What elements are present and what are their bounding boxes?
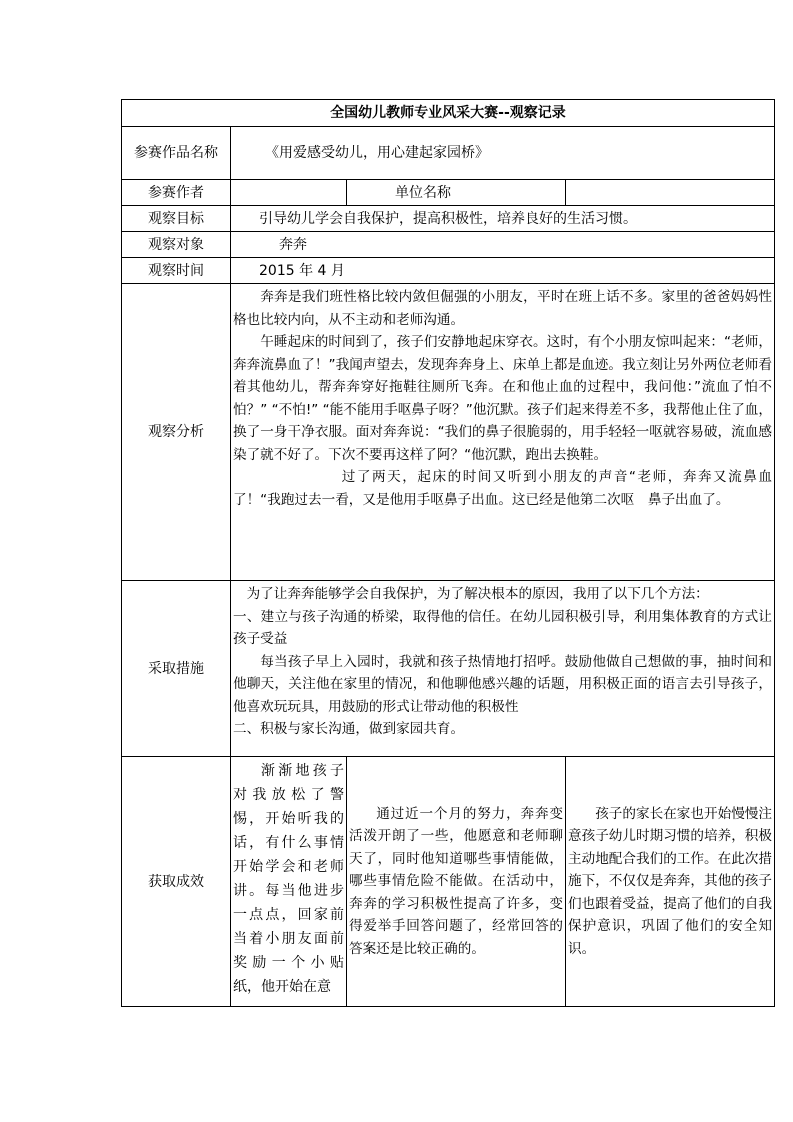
target-value: 奔奔 (231, 232, 775, 258)
results-text-1: 渐渐地孩子对我放松了警惕，开始听我的话，有什么事情开始学会和老师讲。每当他进步一点点，回家前当着小朋友面前奖励一个小贴纸，他开始在意 (233, 763, 344, 995)
analysis-paragraph: 过了两天，起床的时间又听到小朋友的声音“老师，奔奔又流鼻血了！“我跑过去一看，又是他用手呕鼻子出血。这已经是他第二次呕 鼻子出血了。 (233, 469, 772, 508)
results-col-1 (231, 757, 347, 1007)
analysis-content (231, 284, 775, 581)
time-value: 2015 年 4 月 (231, 258, 775, 284)
work-name-label: 参赛作品名称 (122, 127, 231, 180)
results-text-3: 孩子的家长在家也开始慢慢注意孩子幼儿时期习惯的培养，积极主动地配合我们的工作。在此次措施下，不仅仅是奔奔，其他的孩子们也跟着受益，提高了他们的自我保护意识，巩固了他们的安全知识。 (568, 805, 772, 957)
analysis-paragraph: 午睡起床的时间到了，孩子们安静地起床穿衣。这时，有个小朋友惊叫起来：“老师，奔奔流鼻血了！”我闻声望去，发现奔奔身上、床单上都是血迹。我立刻让另外两位老师看着其他幼儿，帮奔奔穿好拖鞋往厕所飞奔。在和他止血的过程中，我问他：”流血了怕不怕？” “不怕!” “能不能用手呕鼻子呀？”他沉默。孩子们起来得差不多，我帮他止住了血，换了一身干净衣服。面对奔奔说：“我们的鼻子很脆弱的，用手轻轻一呕就容易破，流血感染了就不好了。下次不要再这样了阿？“他沉默，跑出去换鞋。 (233, 334, 772, 463)
measures-paragraph: 二、积极与家长沟通，做到家园共育。 (233, 721, 465, 737)
measures-content (231, 581, 775, 757)
time-label: 观察时间 (122, 258, 231, 284)
work-name-value: 《用爱感受幼儿，用心建起家园桥》 (231, 127, 775, 180)
measures-paragraph: 为了让奔奔能够学会自我保护，为了解决根本的原因，我用了以下几个方法： (246, 586, 709, 602)
results-col-3 (566, 757, 775, 1007)
measures-paragraph: 一、建立与孩子沟通的桥梁，取得他的信任。在幼儿园积极引导，利用集体教育的方式让孩子受益 (233, 608, 772, 647)
results-label: 获取成效 (122, 757, 231, 1007)
measures-paragraph: 每当孩子早上入园时，我就和孩子热情地打招呼。鼓励他做自己想做的事，抽时间和他聊天，关注他在家里的情况，和他聊他感兴趣的话题，用积极正面的语言去引导孩子，他喜欢玩玩具，用鼓励的形式让带动他的积极性 (233, 653, 772, 715)
goal-value: 引导幼儿学会自我保护，提高积极性，培养良好的生活习惯。 (231, 206, 775, 232)
analysis-paragraph: 奔奔是我们班性格比较内敛但倔强的小朋友，平时在班上话不多。家里的爸爸妈妈性格也比较内向，从不主动和老师沟通。 (233, 289, 772, 328)
unit-name-value (566, 180, 775, 206)
unit-name-label: 单位名称 (347, 180, 566, 206)
results-text-2: 通过近一个月的努力，奔奔变活泼开朗了一些，他愿意和老师聊天了，同时他知道哪些事情能做，哪些事情危险不能做。在活动中，奔奔的学习积极性提高了许多，变得爱举手回答问题了，经常回答的答案还是比较正确的。 (349, 805, 563, 957)
observation-table (121, 99, 775, 1007)
measures-label: 采取措施 (122, 581, 231, 757)
analysis-label: 观察分析 (122, 284, 231, 581)
target-label: 观察对象 (122, 232, 231, 258)
goal-label: 观察目标 (122, 206, 231, 232)
author-label: 参赛作者 (122, 180, 231, 206)
results-col-2 (347, 757, 566, 1007)
document-title: 全国幼儿教师专业风采大赛--观察记录 (122, 100, 775, 127)
author-value (231, 180, 347, 206)
